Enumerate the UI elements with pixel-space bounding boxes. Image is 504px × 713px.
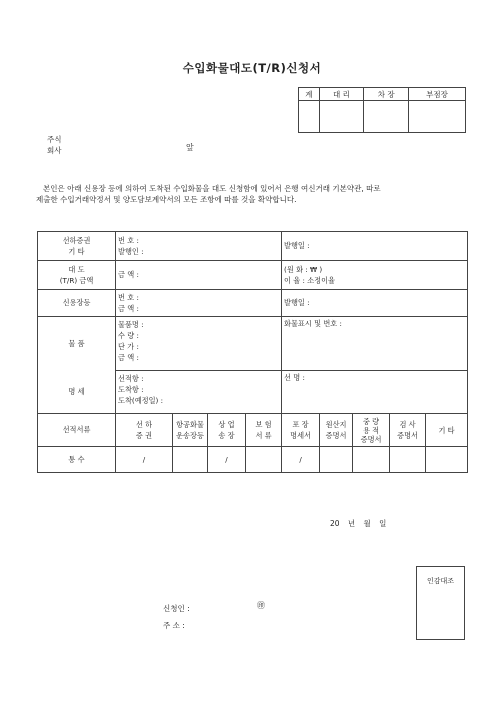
bl-number: 번 호 : [118, 236, 139, 245]
loading-port: 선적항 : [118, 374, 144, 383]
doc-col-bl-2: 증 권 [135, 431, 153, 440]
bl-label-2: 기 타 [68, 247, 85, 256]
tr-currency-rate[interactable] [282, 261, 468, 290]
tr-label [38, 261, 116, 290]
bl-issuer: 발행인 : [118, 247, 144, 256]
doc-col-origin [320, 414, 353, 447]
doc-col-airway [173, 414, 208, 447]
doc-col-airway-1: 항공화물 [176, 420, 204, 429]
applicant-name-label[interactable]: 신청인 : [163, 604, 190, 613]
detail-label: 명 세 [38, 371, 116, 414]
count-invoice[interactable]: / [208, 447, 246, 473]
count-other[interactable] [426, 447, 468, 473]
count-bl[interactable]: / [116, 447, 173, 473]
approval-sign-2[interactable] [319, 101, 364, 133]
doc-col-insurance-1: 보 험 [255, 420, 272, 429]
goods-marks[interactable]: 화물표시 및 번호 : [282, 317, 468, 371]
count-airway[interactable] [173, 447, 208, 473]
goods-qty: 수 량 : [118, 331, 139, 340]
tr-amount[interactable]: 금 액 : [116, 261, 282, 290]
seal-verification-label: 인감대조 [426, 577, 455, 585]
count-packing[interactable]: / [282, 447, 320, 473]
doc-col-bl-1: 선 하 [135, 420, 153, 429]
count-origin[interactable] [320, 447, 353, 473]
doc-col-weight [353, 414, 390, 447]
shipping-docs-label: 선적서류 [38, 414, 116, 447]
approval-sign-3[interactable] [364, 101, 409, 133]
doc-col-other: 기 타 [426, 414, 468, 447]
arrival-port: 도착항 : [118, 385, 144, 394]
goods-label: 물 품 [38, 317, 116, 371]
doc-col-insurance-2: 서 류 [255, 431, 272, 440]
main-form-table [37, 231, 468, 473]
corp-line-2: 회사 [47, 146, 62, 155]
goods-fields[interactable] [116, 317, 282, 371]
count-label: 통 수 [38, 447, 116, 473]
doc-col-weight-2: 용 적 [362, 425, 380, 435]
count-inspection[interactable] [390, 447, 426, 473]
doc-col-airway-2: 운송장등 [176, 431, 204, 440]
doc-col-invoice-2: 송 장 [218, 431, 235, 440]
doc-col-bl [116, 414, 173, 447]
tr-rate: 이 율 : 소정이율 [284, 276, 335, 285]
arrival-date: 도착(예정일) : [118, 396, 164, 405]
approval-col-2: 대 리 [319, 88, 364, 101]
count-weight[interactable] [353, 447, 390, 473]
doc-col-invoice [208, 414, 246, 447]
doc-col-inspection-2: 증명서 [397, 431, 418, 440]
corp-line-1: 주식 [47, 135, 62, 144]
applicant-address-label[interactable]: 주 소 : [163, 621, 185, 630]
doc-col-origin-2: 증명서 [325, 431, 347, 440]
approval-sign-1[interactable] [299, 101, 320, 133]
approval-col-4: 부점장 [409, 88, 466, 101]
bl-fields[interactable] [116, 232, 282, 261]
seal-verification-box[interactable] [416, 566, 465, 640]
bl-issue-date[interactable]: 발행일 : [282, 232, 468, 261]
vessel-name[interactable]: 선 명 : [282, 371, 468, 414]
lc-amount: 금 액 : [118, 304, 139, 313]
lc-issue-date[interactable]: 발행일 : [282, 290, 468, 317]
doc-col-packing-1: 포 장 [292, 420, 309, 429]
approval-col-1: 계 [299, 88, 320, 101]
tr-label-1: 대 도 [68, 265, 85, 274]
doc-col-weight-3: 증명서 [360, 434, 382, 444]
lc-label: 신용장등 [38, 290, 116, 317]
doc-col-packing [282, 414, 320, 447]
addressee-suffix: 앞 [186, 143, 194, 152]
seal-mark-icon: ㊞ [257, 601, 265, 610]
lc-fields[interactable] [116, 290, 282, 317]
pledge-line-2: 제출한 수입거래약정서 및 양도담보계약서의 모든 조항에 따를 것을 확약합니다. [36, 195, 297, 204]
tr-label-2: (T/R) 금액 [59, 276, 94, 285]
application-date[interactable]: 20 년 월 일 [330, 519, 387, 528]
count-insurance[interactable] [246, 447, 282, 473]
doc-col-inspection [390, 414, 426, 447]
approval-col-3: 차 장 [364, 88, 409, 101]
goods-amount: 금 액 : [118, 353, 139, 362]
doc-col-insurance [246, 414, 282, 447]
doc-col-packing-2: 명세서 [290, 431, 311, 440]
pledge-line-1: 본인은 아래 신용장 등에 의하여 도착된 수입화물을 대도 신청함에 있어서 은행 여신거래 기본약관, 따로 [43, 184, 381, 193]
lc-number: 번 호 : [118, 293, 139, 302]
goods-unit-price: 단 가 : [118, 342, 139, 351]
corp-label [47, 134, 62, 156]
shipment-fields[interactable] [116, 371, 282, 414]
bl-label [38, 232, 116, 261]
tr-currency: (원 화 : ₩ ) [284, 265, 323, 274]
pledge-paragraph [36, 183, 472, 205]
applicant-block [163, 600, 190, 634]
doc-col-invoice-1: 상 업 [218, 420, 235, 429]
bl-label-1: 선하증권 [62, 236, 91, 245]
form-title: 수입화물대도(T/R)신청서 [182, 61, 322, 75]
approval-sign-4[interactable] [409, 101, 466, 133]
approval-table [298, 87, 466, 133]
doc-col-origin-1: 원산지 [325, 420, 347, 429]
goods-name: 물품명 : [118, 320, 144, 329]
doc-col-inspection-1: 검 사 [399, 420, 416, 429]
doc-col-weight-1: 중 량 [362, 416, 380, 426]
